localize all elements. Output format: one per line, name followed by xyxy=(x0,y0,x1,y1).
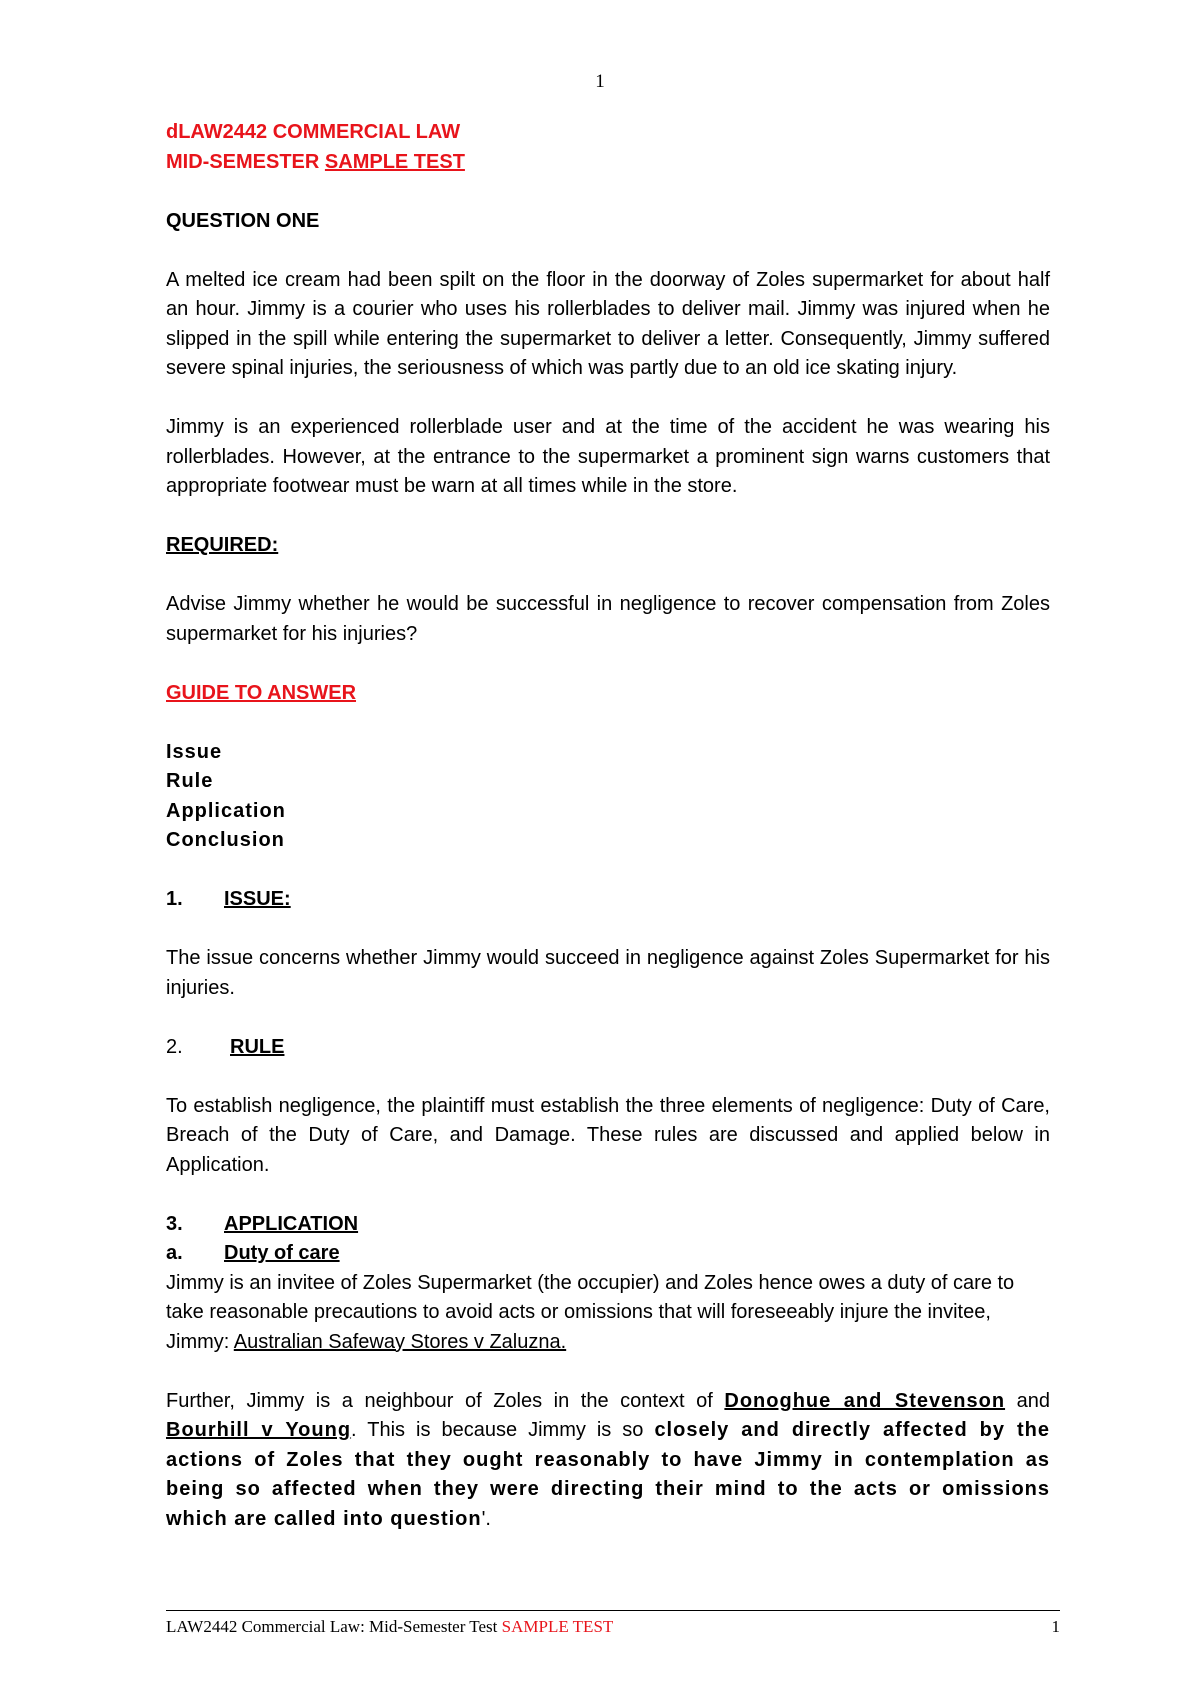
guide-heading: GUIDE TO ANSWER xyxy=(166,681,357,704)
duty-paragraph-1 xyxy=(166,1269,1050,1358)
footer-page-number: 1 xyxy=(1051,1617,1060,1636)
irac-issue: Issue xyxy=(166,740,223,763)
section-2-text: To establish negligence, the plaintiff must establish the three elements of negligence: Duty of Care, Breach of the Duty of Care, and Damage. These rules are discussed and applied below in Application. xyxy=(166,1094,1050,1176)
section-3-heading xyxy=(166,1210,1050,1240)
duty-paragraph-2-mid: . This is because Jimmy is so xyxy=(351,1419,655,1441)
irac-application: Application xyxy=(166,799,286,822)
page-number-top: 1 xyxy=(595,71,605,92)
section-2-heading xyxy=(166,1033,1050,1063)
duty-paragraph-2 xyxy=(166,1387,1050,1535)
section-2-number: 2. xyxy=(166,1035,183,1058)
section-1-title: ISSUE: xyxy=(224,888,291,910)
subsection-a-title: Duty of care xyxy=(224,1242,340,1264)
section-2-title: RULE xyxy=(230,1035,285,1058)
section-3-title: APPLICATION xyxy=(224,1212,359,1235)
duty-paragraph-1-text: Jimmy is an invitee of Zoles Supermarket (the occupier) and Zoles hence owes a duty of care to take reasonable precautions to avoid acts or omissions that will foreseeably injure the invitee, Jimmy: xyxy=(166,1271,1015,1353)
test-title-underlined: SAMPLE TEST xyxy=(324,150,465,173)
duty-paragraph-2-and: and xyxy=(1005,1389,1050,1412)
subsection-a-number: a. xyxy=(166,1242,183,1264)
case-citation-bourhill: Bourhill v Young xyxy=(166,1419,352,1441)
duty-paragraph-2-start: Further, Jimmy is a neighbour of Zoles in the context of xyxy=(166,1389,725,1412)
section-3-number: 3. xyxy=(166,1212,183,1235)
footer-text: LAW2442 Commercial Law: Mid-Semester Test xyxy=(166,1617,502,1636)
required-text: Advise Jimmy whether he would be successful in negligence to recover compensation from Zoles supermarket for his injuries? xyxy=(166,593,1050,645)
test-title-prefix: MID-SEMESTER xyxy=(166,150,325,173)
document-body xyxy=(166,118,1050,1534)
question-heading: QUESTION ONE xyxy=(166,209,320,232)
test-title xyxy=(166,148,1050,178)
footer-title xyxy=(166,1617,613,1637)
duty-paragraph-2-end: '. xyxy=(481,1507,491,1530)
section-1-text: The issue concerns whether Jimmy would succeed in negligence against Zoles Supermarket for his injuries. xyxy=(166,947,1050,999)
course-title: dLAW2442 COMMERCIAL LAW xyxy=(166,121,461,143)
question-paragraph-2: Jimmy is an experienced rollerblade user and at the time of the accident he was wearing his rollerblades. However, at the entrance to the supermarket a prominent sign warns customers that appropriate footwear must be warn at all times while in the store. xyxy=(166,416,1050,497)
required-heading: REQUIRED: xyxy=(166,534,279,556)
neighbour-test-quote: closely and directly affected by the actions of Zoles that they ought reasonably to have Jimmy in contemplation as being so affected when they were directing their mind to the acts or omissions which are called into question xyxy=(166,1419,1050,1530)
footer-red-text: SAMPLE TEST xyxy=(501,1617,614,1636)
section-1-heading xyxy=(166,885,1050,915)
irac-conclusion: Conclusion xyxy=(166,829,285,851)
case-citation-safeway: Australian Safeway Stores v Zaluzna. xyxy=(233,1330,567,1353)
section-1-number: 1. xyxy=(166,888,183,910)
question-paragraph-1: A melted ice cream had been spilt on the floor in the doorway of Zoles supermarket for about half an hour. Jimmy is a courier who uses his rollerblades to deliver mail. Jimmy was injured when he slipped in the spill while entering the supermarket to deliver a letter. Consequently, Jimmy suffered severe spinal injuries, the seriousness of which was partly due to an old ice skating injury. xyxy=(166,268,1050,379)
case-citation-donoghue: Donoghue and Stevenson xyxy=(724,1389,1006,1412)
subsection-a-heading xyxy=(166,1239,1050,1269)
irac-rule: Rule xyxy=(166,770,214,792)
page-footer xyxy=(166,1610,1060,1637)
